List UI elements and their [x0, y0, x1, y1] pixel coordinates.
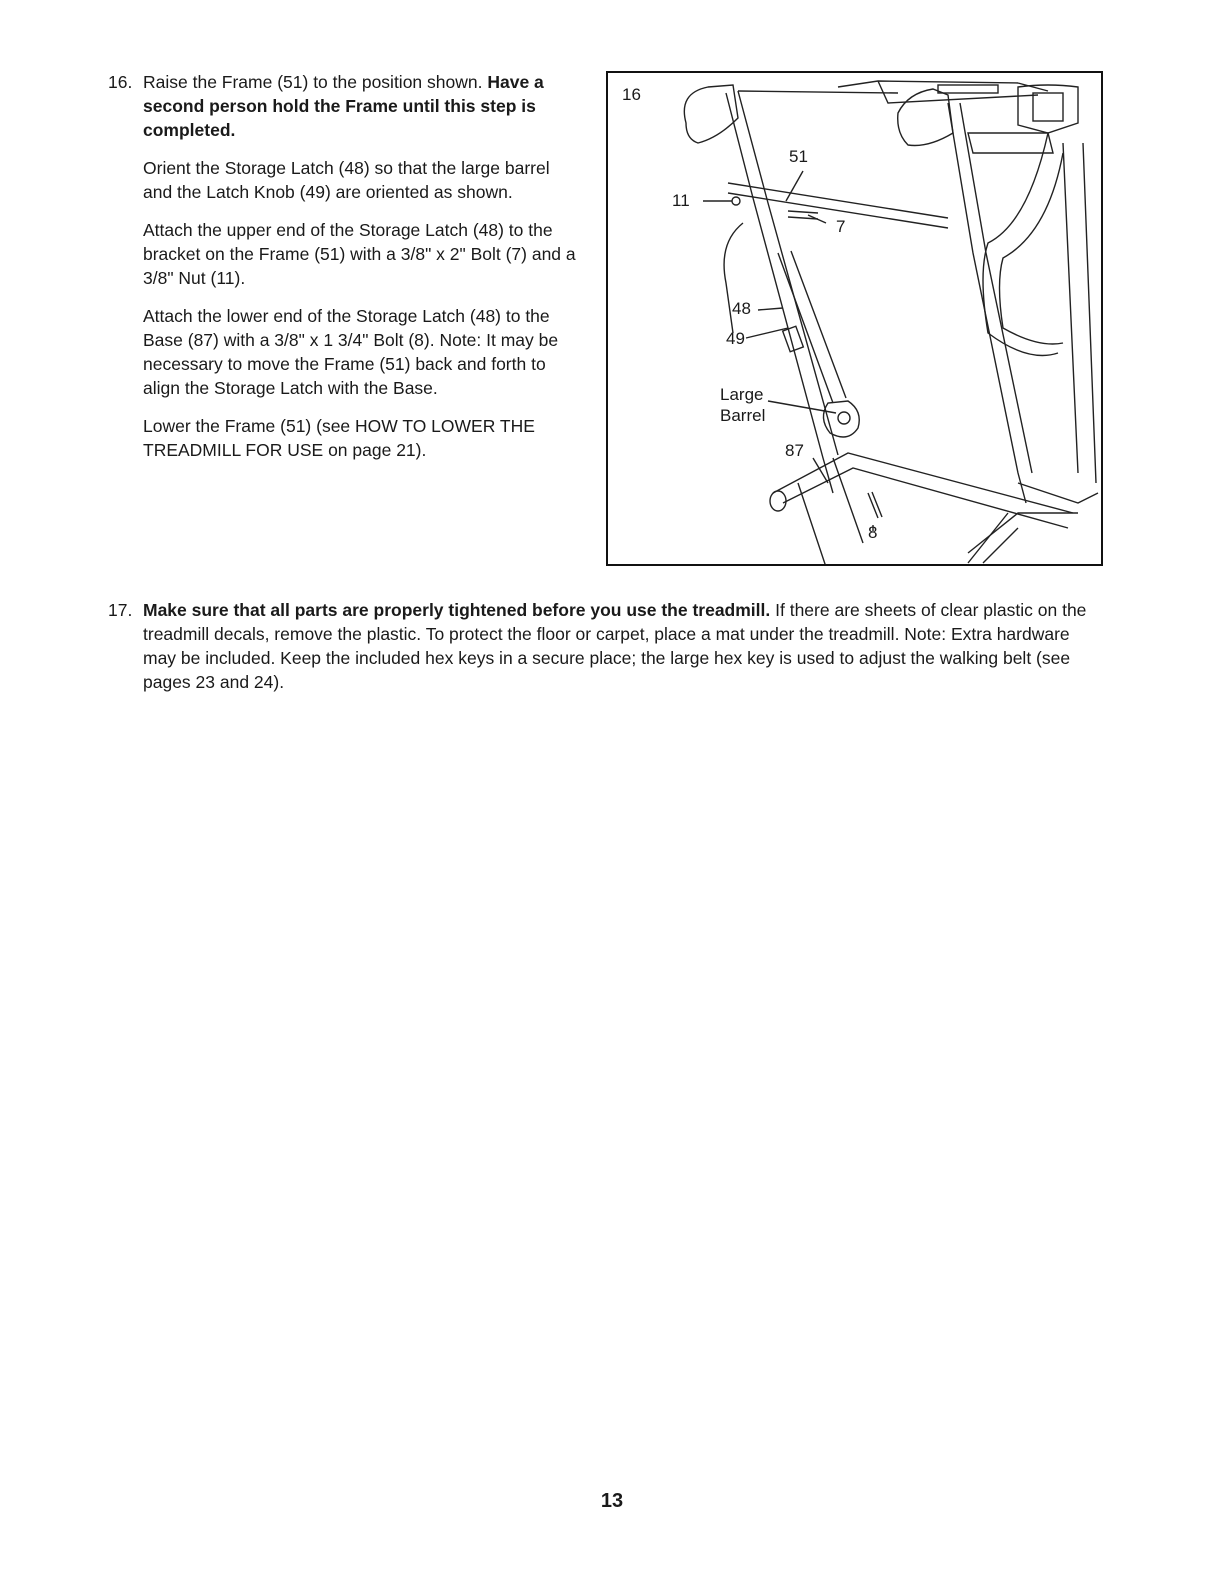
label-bolt-7: 7: [836, 217, 846, 236]
console-window: [1033, 93, 1063, 121]
console-display: [938, 85, 998, 93]
label-barrel: Barrel: [720, 406, 766, 425]
label-base-87: 87: [785, 441, 804, 460]
label-large: Large: [720, 385, 764, 404]
console-tray: [1018, 85, 1078, 133]
latch-large-barrel: [823, 401, 859, 437]
base-front-tube: [773, 453, 1073, 528]
nut-11-shape: [732, 197, 740, 205]
step-16-paragraph-5: Lower the Frame (51) (see HOW TO LOWER THE TREADMILL FOR USE on page 21).: [143, 416, 535, 460]
step-16-paragraph-1: [143, 70, 578, 142]
step-17-text: If there are sheets of clear plastic on the treadmill decals, remove the plastic. To protect the floor or carpet, place a mat under the treadmill. Note: Extra hardware may be included. Keep the included hex keys in a secure place; the large hex key is used to adjust the walking belt (see pages 23 and 24).: [143, 600, 1087, 692]
leader-48: [758, 308, 783, 310]
step-16-number: 16.: [108, 72, 133, 92]
leader-51: [786, 171, 803, 201]
treadmill-illustration: [608, 73, 1101, 564]
page-number: 13: [600, 1490, 624, 1512]
frame-right-rail-inner: [960, 103, 1032, 473]
step-16-paragraph-4: Attach the lower end of the Storage Latch (48) to the Base (87) with a 3/8" x 1 3/4" Bolt (8). Note: It may be necessary to move the Frame (51) back and forth to align the Storage Latch with the Base.: [143, 306, 559, 398]
frame-top: [738, 91, 898, 93]
step-16-paragraph-2: Orient the Storage Latch (48) so that the large barrel and the Latch Knob (49) are oriented as shown.: [143, 158, 550, 202]
label-nut-11: 11: [672, 191, 690, 210]
right-upright-outer: [1000, 153, 1064, 344]
assembly-figure-16: [606, 71, 1103, 566]
right-handrail-pad: [898, 89, 953, 146]
step-17: [108, 598, 1098, 694]
label-frame-51: 51: [789, 147, 808, 166]
step-16: [108, 70, 578, 476]
label-bolt-8: 8: [868, 523, 878, 542]
step-17-warning: Make sure that all parts are properly tightened before you use the treadmill.: [143, 600, 771, 620]
latch-barrel-hole: [838, 412, 850, 424]
frame-left-rail: [726, 93, 833, 493]
bolt-8-shape: [868, 492, 882, 518]
label-knob-49: 49: [726, 329, 745, 348]
step-16-raise-text: Raise the Frame (51) to the position shown.: [143, 72, 483, 92]
step-16-warning: Have a second person hold the Frame until this step is completed.: [143, 72, 544, 140]
right-post: [1063, 143, 1096, 483]
base-tube-end: [770, 491, 786, 511]
step-16-paragraph-3: Attach the upper end of the Storage Latch (48) to the bracket on the Frame (51) with a 3/8" x 2" Bolt (7) and a 3/8" Nut (11).: [143, 220, 576, 288]
label-latch-48: 48: [732, 299, 751, 318]
console-cupholder: [968, 133, 1053, 153]
frame-right-rail: [948, 103, 1026, 503]
leader-49: [746, 328, 788, 338]
floor-lines: [968, 513, 1018, 563]
step-17-number: 17.: [108, 600, 133, 620]
figure-number: 16: [622, 85, 641, 104]
left-handrail-pad: [684, 85, 738, 143]
